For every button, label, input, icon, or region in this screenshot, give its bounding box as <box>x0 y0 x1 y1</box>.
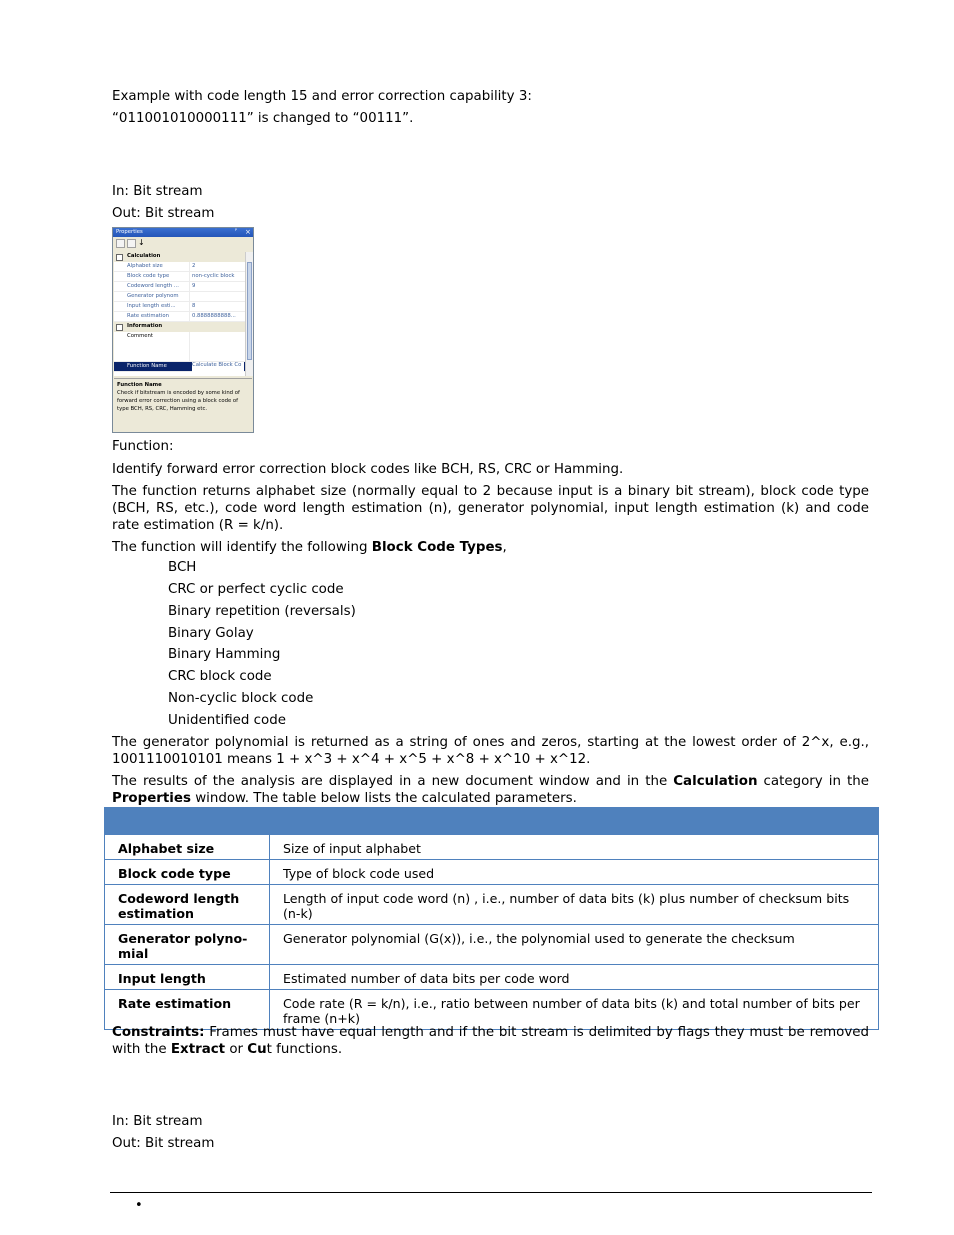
constraints-para: Constraints: Frames must have equal length and if the bit stream is delimited by flags they must be removed with the Extract or Cut functions. <box>112 1025 869 1057</box>
footer-bullet: • <box>135 1198 143 1213</box>
input-type: In: Bit stream <box>112 1114 203 1129</box>
description-para-3: The function will identify the following Block Code Types, <box>112 540 507 555</box>
property-grid-scrollbar[interactable] <box>245 252 253 376</box>
parameters-table <box>104 807 879 1030</box>
footer-rule <box>110 1192 872 1193</box>
code-type-item: BCH <box>168 560 197 575</box>
code-type-item: Binary Golay <box>168 626 254 641</box>
description-para-4: The generator polynomial is returned as a string of ones and zeros, starting at the lowest order of 2^x, e.g., 1001110010101 means 1 + x^3 + x^4 + x^5 + x^8 + x^10 + x^12. <box>112 735 869 767</box>
output-type: Out: Bit stream <box>112 206 215 221</box>
code-type-item: Binary Hamming <box>168 647 281 662</box>
properties-title: Properties <box>116 229 143 235</box>
example-result: “011001010000111” is changed to “00111”. <box>112 111 414 126</box>
description-para-2: The function returns alphabet size (normally equal to 2 because input is a binary bit stream), block code type (BCH, RS, etc.), code word length estimation (n), generator polynomial, input length estimation (k) and code rate estimation (R = k/n). <box>112 484 869 533</box>
code-type-item: Non-cyclic block code <box>168 691 314 706</box>
property-row[interactable]: Rate estimation 0.8888888888... <box>114 312 245 322</box>
table-row: Codeword length estimation Length of input code word (n) , i.e., number of data bits (k) plus number of checksum bits (n-k) <box>105 885 879 925</box>
property-row[interactable]: Input length esti... 8 <box>114 302 245 312</box>
output-type: Out: Bit stream <box>112 1136 215 1151</box>
property-row-selected[interactable]: Function Name Calculate Block Co <box>114 362 245 372</box>
code-type-item: CRC or perfect cyclic code <box>168 582 344 597</box>
category-information[interactable]: Information <box>114 322 245 332</box>
description-para-1: Identify forward error correction block codes like BCH, RS, CRC or Hamming. <box>112 462 624 477</box>
description-para-5: The results of the analysis are displayed in a new document window and in the Calculation category in the Properties window. The table below lists the calculated parameters. <box>112 774 869 806</box>
input-type: In: Bit stream <box>112 184 203 199</box>
property-row-comment[interactable]: Comment <box>114 332 245 362</box>
alphabetical-sort-icon[interactable] <box>127 239 136 248</box>
table-row: Block code type Type of block code used <box>105 860 879 885</box>
property-grid <box>114 252 245 376</box>
properties-titlebar <box>113 228 253 237</box>
categorized-icon[interactable] <box>116 239 125 248</box>
code-type-item: Binary repetition (reversals) <box>168 604 356 619</box>
property-row[interactable]: Block code type non-cyclic block <box>114 272 245 282</box>
category-calculation[interactable]: Calculation <box>114 252 245 262</box>
table-header-row <box>105 808 879 835</box>
collapse-icon[interactable] <box>116 254 123 261</box>
properties-panel <box>112 227 254 433</box>
collapse-icon[interactable] <box>116 324 123 331</box>
close-icon[interactable]: × <box>245 228 251 236</box>
code-type-item: Unidentified code <box>168 713 286 728</box>
scrollbar-thumb[interactable] <box>247 262 252 360</box>
table-row: Rate estimation Code rate (R = k/n), i.e., ratio between number of data bits (k) and total number of bits per frame (n+k) <box>105 990 879 1030</box>
example-line: Example with code length 15 and error correction capability 3: <box>112 89 532 104</box>
property-description: Function Name Check if bitstream is encoded by some kind of forward error correction using a block code of type BCH, RS, CRC, Hamming etc. <box>114 378 252 432</box>
table-row: Alphabet size Size of input alphabet <box>105 835 879 860</box>
property-row[interactable]: Alphabet size 2 <box>114 262 245 272</box>
property-row[interactable]: Generator polynom <box>114 292 245 302</box>
properties-toolbar <box>114 238 252 250</box>
sort-arrows-icon[interactable]: ↓ <box>138 238 145 247</box>
function-label: Function: <box>112 439 174 454</box>
pin-icon[interactable]: ᵖ <box>235 228 238 234</box>
property-row[interactable]: Codeword length ... 9 <box>114 282 245 292</box>
table-row: Generator polyno-mial Generator polynomial (G(x)), i.e., the polynomial used to generate the checksum <box>105 925 879 965</box>
code-type-item: CRC block code <box>168 669 272 684</box>
table-row: Input length Estimated number of data bits per code word <box>105 965 879 990</box>
